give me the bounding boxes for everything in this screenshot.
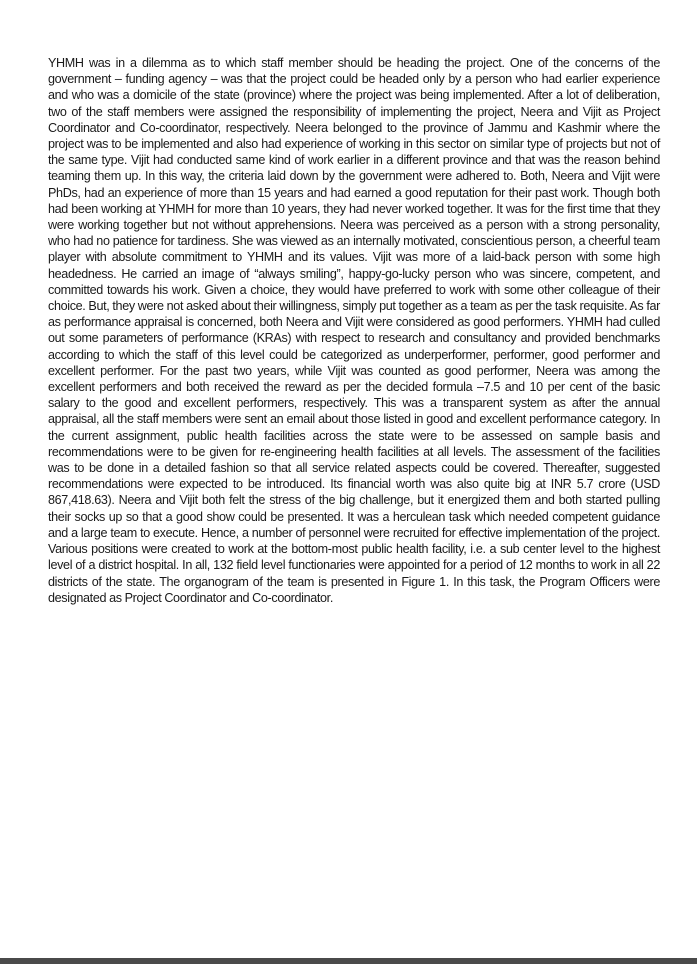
viewer-bottom-bar — [0, 958, 697, 964]
body-paragraph: YHMH was in a dilemma as to which staff member should be heading the project. One of the concerns of the government – funding agency – was that the project could be headed only by a person who had earlier experience and who was a domicile of the state (province) where the project was being implemented. After a lot of deliberation, two of the staff members were assigned the responsibility of implementing the project, Neera and Vijit as Project Coordinator and Co-coordinator, respectively. Neera belonged to the province of Jammu and Kashmir where the project was to be implemented and also had experience of working in this sector on similar type of projects but not of the same type. Vijit had conducted same kind of work earlier in a different province and that was the reason behind teaming them up. In this way, the criteria laid down by the government were adhered to. Both, Neera and Vijit were PhDs, had an experience of more than 15 years and had earned a good reputation for their past work. Though both had been working at YHMH for more than 10 years, they had never worked together. It was for the first time that they were working together but not without apprehensions. Neera was perceived as a person with a strong personality, who had no patience for tardiness. She was viewed as an internally motivated, conscientious person, a cheerful team player with absolute commitment to YHMH and its values. Vijit was more of a laid-back person with some high headedness. He carried an image of “always smiling”, happy-go-lucky person who was sincere, competent, and committed towards his work. Given a choice, they would have preferred to work with some other colleague of their choice. But, they were not asked about their willingness, simply put together as a team as per the task requisite. As far as performance appraisal is concerned, both Neera and Vijit were considered as good performers. YHMH had culled out some parameters of performance (KRAs) with respect to research and consultancy and provided benchmarks according to which the staff of this level could be categorized as underperformer, performer, good performer and excellent performer. For the past two years, while Vijit was counted as good performer, Neera was among the excellent performers and both received the reward as per the decided formula –7.5 and 10 per cent of the basic salary to the good and excellent performers, respectively. This was a transparent system as after the annual appraisal, all the staff members were sent an email about those listed in good and excellent performance category. In the current assignment, public health facilities across the state were to be assessed on sample basis and recommendations were to be given for re-engineering health facilities at all levels. The assessment of the facilities was to be done in a detailed fashion so that all service related aspects could be covered. Thereafter, suggested recommendations were expected to be introduced. Its financial worth was also quite big at INR 5.7 crore (USD 867,418.63). Neera and Vijit both felt the stress of the big challenge, but it energized them and both started pulling their socks up so that a good show could be presented. It was a herculean task which needed competent guidance and a large team to execute. Hence, a number of personnel were recruited for effective implementation of the project. Various positions were created to work at the bottom-most public health facility, i.e. a sub center level to the highest level of a district hospital. In all, 132 field level functionaries were appointed for a period of 12 months to work in all 22 districts of the state. The organogram of the team is presented in Figure 1. In this task, the Program Officers were designated as Project Coordinator and Co-coordinator. — [48, 56, 660, 605]
